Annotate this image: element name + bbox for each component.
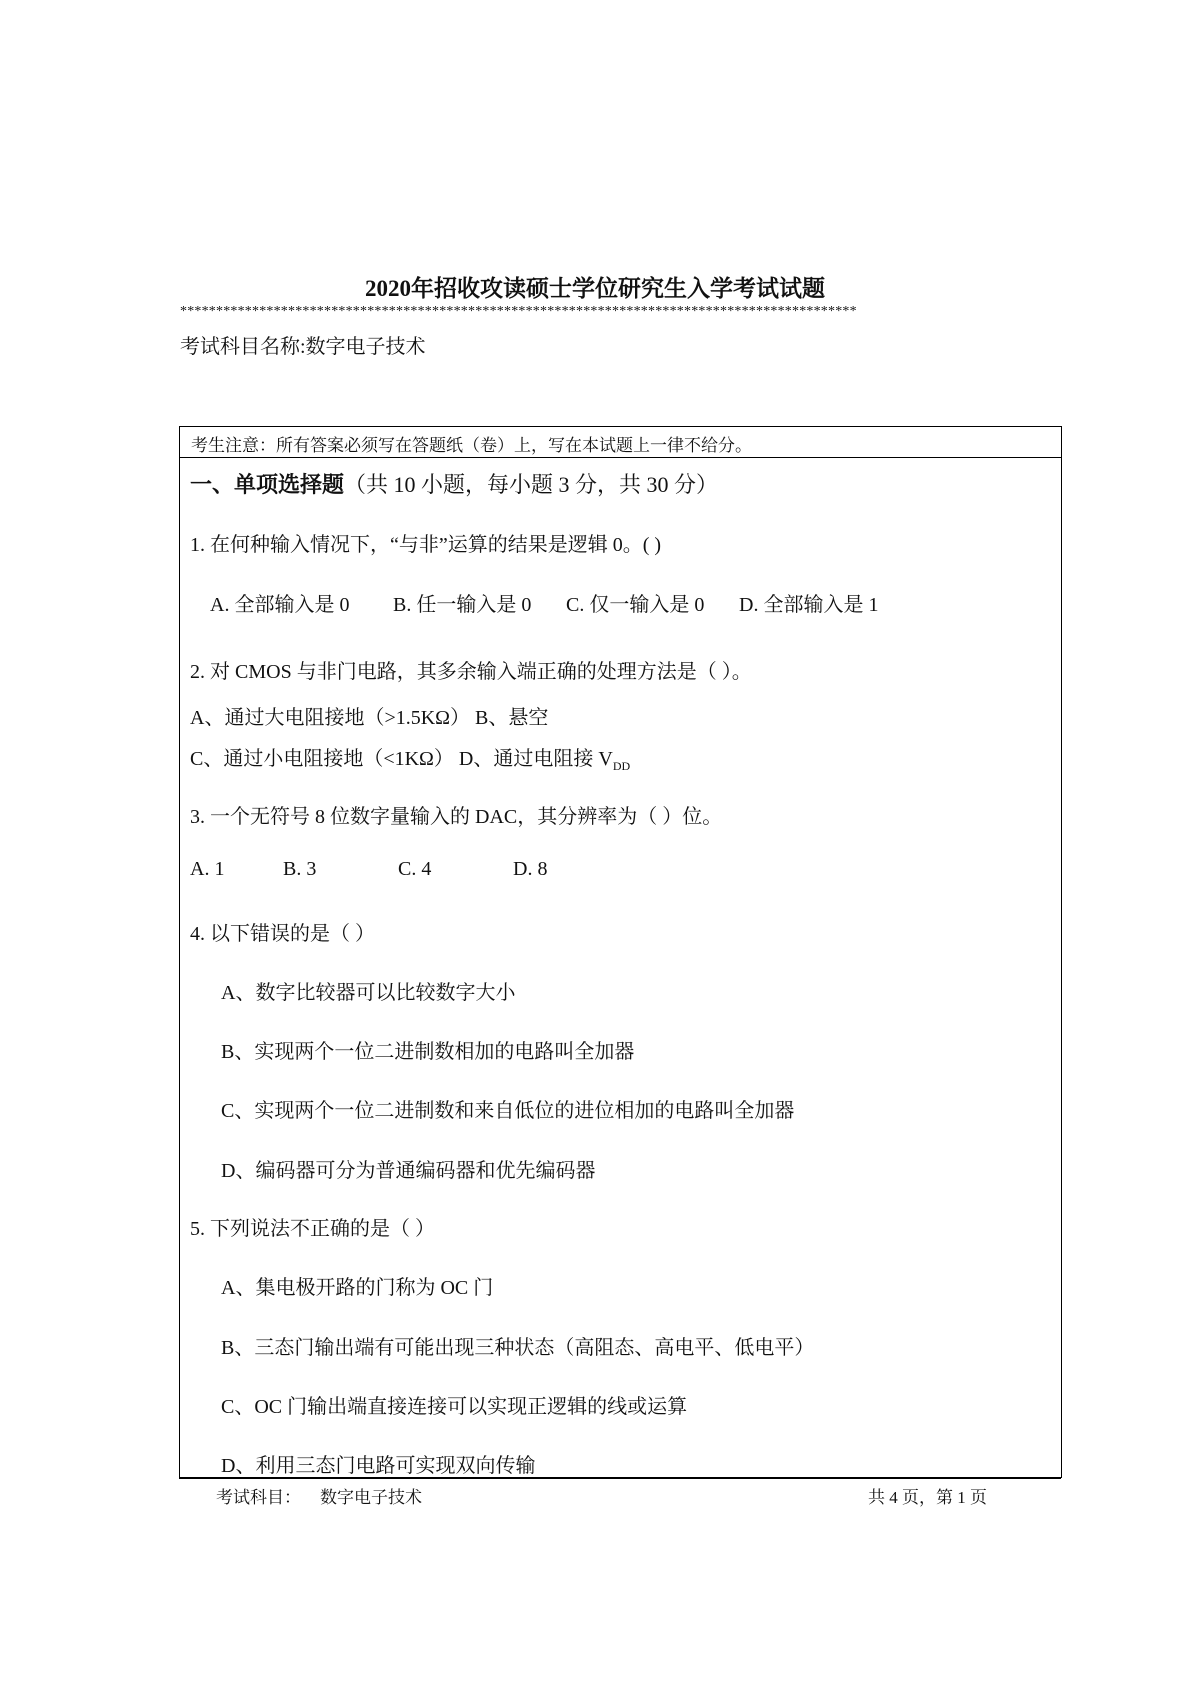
q3-option-d: D. 8 [513,858,548,880]
q1-option-c: C. 仅一输入是 0 [566,594,705,616]
q5-option-b: B、三态门输出端有可能出现三种状态（高阻态、高电平、低电平） [221,1337,815,1359]
star-divider: ********************************************************************************************** [180,304,857,319]
footer-subject-label: 考试科目： [216,1488,301,1507]
q5-option-c: C、OC 门输出端直接连接可以实现正逻辑的线或运算 [221,1396,688,1418]
q1-option-b: B. 任一输入是 0 [393,594,532,616]
q4-option-c: C、实现两个一位二进制数和来自低位的进位相加的电路叫全加器 [221,1100,795,1122]
section-heading [190,468,718,499]
vdd-subscript: DD [612,759,631,773]
q1-option-d: D. 全部输入是 1 [739,594,879,616]
q4-option-d: D、编码器可分为普通编码器和优先编码器 [221,1160,596,1182]
q2-options-cd-text: C、通过小电阻接地（<1KΩ） D、通过电阻接 V [190,748,613,770]
question-1: 1. 在何种输入情况下，“与非”运算的结果是逻辑 0。( ) [190,534,662,556]
question-box [179,426,1062,1478]
q2-options-cd [190,742,630,774]
footer-page-number: 共 4 页，第 1 页 [868,1488,987,1507]
question-5: 5. 下列说法不正确的是（ ） [190,1218,435,1240]
q3-option-a: A. 1 [190,858,225,880]
q3-option-c: C. 4 [398,858,432,880]
exam-title: 2020年招收攻读硕士学位研究生入学考试试题 [365,276,825,301]
notice-text: 考生注意：所有答案必须写在答题纸（卷）上，写在本试题上一律不给分。 [191,436,752,455]
q2-options-ab: A、通过大电阻接地（>1.5KΩ） B、悬空 [190,707,549,729]
q4-option-b: B、实现两个一位二进制数相加的电路叫全加器 [221,1041,635,1063]
q1-option-a: A. 全部输入是 0 [210,594,350,616]
q5-option-d: D、利用三态门电路可实现双向传输 [221,1455,536,1477]
question-3: 3. 一个无符号 8 位数字量输入的 DAC，其分辨率为（ ）位。 [190,806,723,828]
question-2: 2. 对 CMOS 与非门电路，其多余输入端正确的处理方法是（ ）。 [190,661,752,683]
question-4: 4. 以下错误的是（ ） [190,923,375,945]
q3-option-b: B. 3 [283,858,317,880]
exam-subject: 考试科目名称:数字电子技术 [180,336,426,358]
q4-option-a: A、数字比较器可以比较数字大小 [221,982,516,1004]
section-detail: （共 10 小题，每小题 3 分，共 30 分） [344,472,719,497]
q5-option-a: A、集电极开路的门称为 OC 门 [221,1277,494,1299]
section-title: 一、单项选择题 [190,472,345,497]
notice-divider [180,457,1061,458]
footer-subject: 数字电子技术 [320,1488,422,1507]
